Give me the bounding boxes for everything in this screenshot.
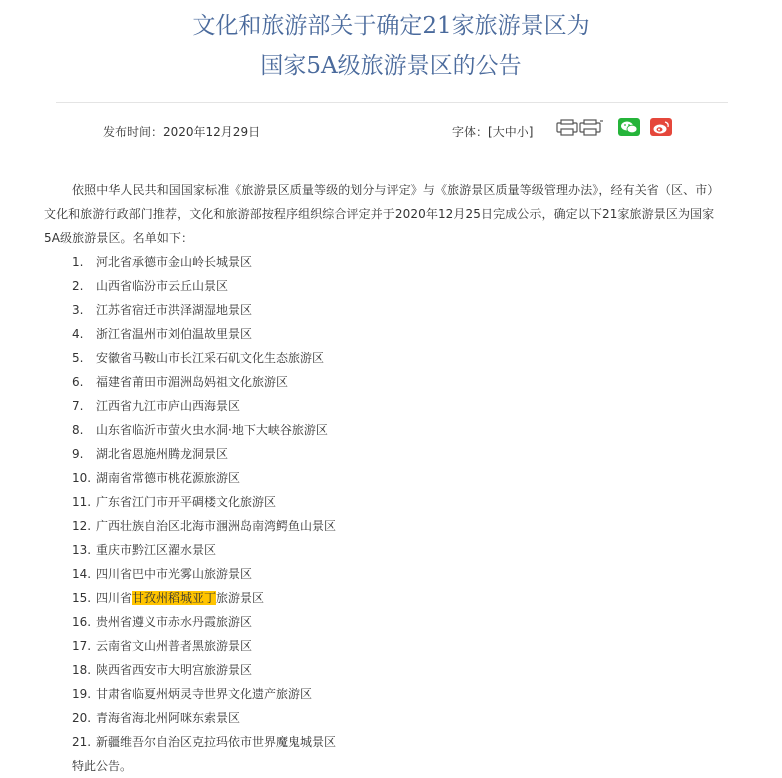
item-number: 7. xyxy=(72,399,84,413)
list-item xyxy=(44,514,726,538)
item-number: 5. xyxy=(72,351,84,365)
list-item xyxy=(44,394,726,418)
item-text: 青海省海北州阿咪东索景区 xyxy=(96,711,241,725)
item-number: 12. xyxy=(72,519,92,533)
font-size-close: ] xyxy=(528,125,534,139)
item-number: 21. xyxy=(72,735,92,749)
item-text: 福建省莆田市湄洲岛妈祖文化旅游区 xyxy=(96,375,289,389)
item-number: 3. xyxy=(72,303,84,317)
publish-date: 发布时间：2020年12月29日 xyxy=(103,125,261,139)
list-item xyxy=(44,346,726,370)
title-line-1: 文化和旅游部关于确定21家旅游景区为 xyxy=(192,13,590,39)
item-text: 新疆维吾尔自治区克拉玛依市世界魔鬼城景区 xyxy=(96,735,337,749)
item-number: 19. xyxy=(72,687,92,701)
font-size-control xyxy=(452,123,533,140)
item-text: 广西壮族自治区北海市涠洲岛南湾鳄鱼山景区 xyxy=(96,519,337,533)
list-item xyxy=(44,586,726,610)
list-item xyxy=(44,250,726,274)
item-number: 14. xyxy=(72,567,92,581)
list-item xyxy=(44,418,726,442)
item-number: 15. xyxy=(72,591,92,605)
item-text: 贵州省遵义市赤水丹霞旅游区 xyxy=(96,615,253,629)
item-number: 17. xyxy=(72,639,92,653)
item-text: 四川省巴中市光雾山旅游景区 xyxy=(96,567,253,581)
item-text: 甘肃省临夏州炳灵寺世界文化遗产旅游区 xyxy=(96,687,313,701)
list-item xyxy=(44,682,726,706)
item-number: 11. xyxy=(72,495,92,509)
list-item xyxy=(44,538,726,562)
list-item xyxy=(44,322,726,346)
item-number: 1. xyxy=(72,255,84,269)
item-number: 4. xyxy=(72,327,84,341)
item-number: 20. xyxy=(72,711,92,725)
item-text: 江西省九江市庐山西海景区 xyxy=(96,399,241,413)
item-text: 湖北省恩施州腾龙洞景区 xyxy=(96,447,229,461)
item-text-before: 四川省 xyxy=(96,591,133,605)
item-text: 山西省临汾市云丘山景区 xyxy=(96,279,229,293)
item-text-after: 旅游景区 xyxy=(216,591,265,605)
print-icon[interactable] xyxy=(556,118,604,136)
page-title xyxy=(0,6,782,86)
wechat-icon[interactable] xyxy=(618,118,640,136)
list-item xyxy=(44,490,726,514)
title-line-2: 国家5A级旅游景区的公告 xyxy=(260,53,522,79)
item-text: 浙江省温州市刘伯温故里景区 xyxy=(96,327,253,341)
list-item xyxy=(44,730,726,754)
font-small-link[interactable]: 小 xyxy=(516,125,529,139)
font-medium-link[interactable]: 中 xyxy=(504,125,517,139)
item-number: 13. xyxy=(72,543,92,557)
list-item xyxy=(44,298,726,322)
list-item xyxy=(44,370,726,394)
list-item xyxy=(44,562,726,586)
item-number: 18. xyxy=(72,663,92,677)
list-item xyxy=(44,658,726,682)
item-text: 广东省江门市开平碉楼文化旅游区 xyxy=(96,495,277,509)
list-item xyxy=(44,442,726,466)
list-item xyxy=(44,274,726,298)
item-number: 8. xyxy=(72,423,84,437)
item-text: 江苏省宿迁市洪泽湖湿地景区 xyxy=(96,303,253,317)
highlighted-text: 甘孜州稻城亚丁 xyxy=(132,591,217,605)
item-text: 山东省临沂市萤火虫水洞·地下大峡谷旅游区 xyxy=(96,423,328,437)
title-divider xyxy=(56,102,728,103)
item-text: 云南省文山州普者黑旅游景区 xyxy=(96,639,253,653)
font-large-link[interactable]: 大 xyxy=(492,125,505,139)
item-text: 重庆市黔江区濯水景区 xyxy=(96,543,217,557)
item-number: 6. xyxy=(72,375,84,389)
item-number: 10. xyxy=(72,471,92,485)
announcement-body xyxy=(44,178,726,778)
item-text: 安徽省马鞍山市长江采石矶文化生态旅游区 xyxy=(96,351,325,365)
intro-paragraph: 依照中华人民共和国国家标准《旅游景区质量等级的划分与评定》与《旅游景区质量等级管理办法》，经有关省（区、市）文化和旅游行政部门推荐，文化和旅游部按程序组织综合评定并于2020年12月25日完成公示，确定以下21家旅游景区为国家5A级旅游景区。名单如下： xyxy=(44,183,720,245)
list-item xyxy=(44,610,726,634)
item-number: 16. xyxy=(72,615,92,629)
item-text: 河北省承德市金山岭长城景区 xyxy=(96,255,253,269)
item-number: 9. xyxy=(72,447,84,461)
item-text: 陕西省西安市大明宫旅游景区 xyxy=(96,663,253,677)
list-item xyxy=(44,634,726,658)
list-item xyxy=(44,466,726,490)
list-item xyxy=(44,706,726,730)
weibo-icon[interactable] xyxy=(650,118,672,136)
item-number: 2. xyxy=(72,279,84,293)
scenic-area-list xyxy=(44,250,726,754)
item-text: 湖南省常德市桃花源旅游区 xyxy=(96,471,241,485)
font-size-label: 字体：[ xyxy=(452,125,493,139)
share-bar xyxy=(556,118,676,136)
closing-line: 特此公告。 xyxy=(72,759,133,773)
